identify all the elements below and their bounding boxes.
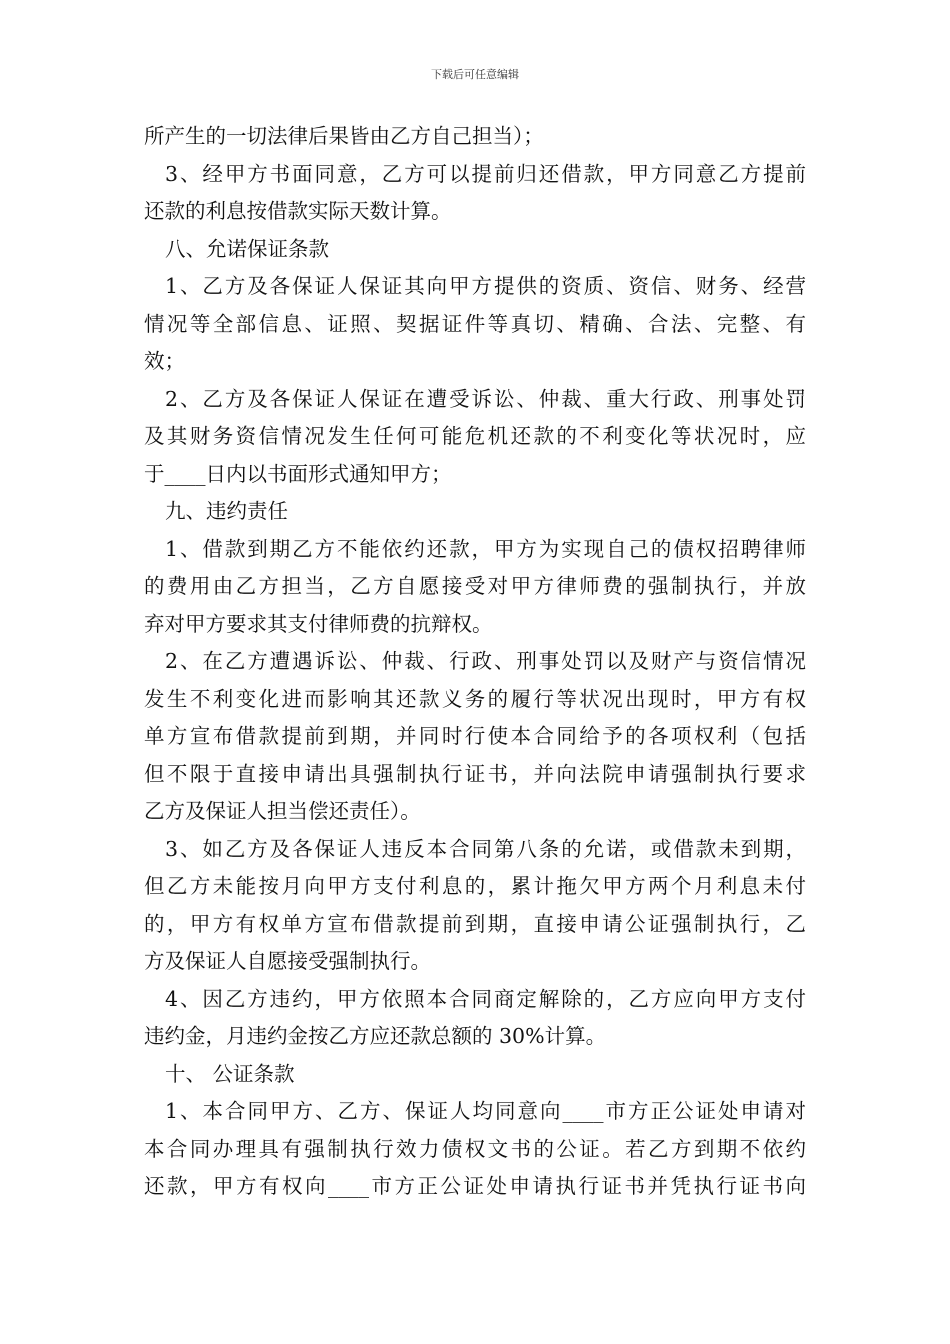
text-line: 于____日内以书面形式通知甲方； bbox=[144, 461, 452, 486]
text-line: 发生不利变化进而影响其还款义务的履行等状况出现时，甲方有权 bbox=[144, 686, 806, 711]
text-line: 3、经甲方书面同意，乙方可以提前归还借款，甲方同意乙方提前 bbox=[165, 161, 806, 186]
text-line: 乙方及保证人担当偿还责任）。 bbox=[144, 799, 421, 823]
text-line: 4、因乙方违约，甲方依照本合同商定解除的，乙方应向甲方支付 bbox=[165, 986, 806, 1011]
text-line: 3、如乙方及各保证人违反本合同第八条的允诺，或借款未到期， bbox=[165, 836, 806, 861]
text-line: 但不限于直接申请出具强制执行证书，并向法院申请强制执行要求 bbox=[144, 761, 806, 786]
text-line: 1、借款到期乙方不能依约还款，甲方为实现自己的债权招聘律师 bbox=[165, 536, 806, 561]
text-line: 情况等全部信息、证照、契据证件等真切、精确、合法、完整、有 bbox=[144, 311, 806, 336]
document-body bbox=[144, 118, 806, 1206]
text-line: 但乙方未能按月向甲方支付利息的，累计拖欠甲方两个月利息未付 bbox=[144, 874, 806, 898]
text-line: 八、允诺保证条款 bbox=[165, 236, 329, 261]
text-line: 及其财务资信情况发生任何可能危机还款的不利变化等状况时，应 bbox=[144, 424, 806, 448]
text-line: 九、违约责任 bbox=[165, 499, 288, 523]
text-line: 2、乙方及各保证人保证在遭受诉讼、仲裁、重大行政、刑事处罚 bbox=[165, 386, 806, 411]
text-line: 2、在乙方遭遇诉讼、仲裁、行政、刑事处罚以及财产与资信情况 bbox=[165, 649, 806, 673]
text-line: 单方宣布借款提前到期，并同时行使本合同给予的各项权利（包括 bbox=[144, 724, 806, 748]
header-note: 下载后可任意编辑 bbox=[431, 68, 519, 81]
text-line: 还款，甲方有权向____市方正公证处申请执行证书并凭执行证书向 bbox=[144, 1174, 806, 1198]
text-line: 违约金，月违约金按乙方应还款总额的 30%计算。 bbox=[144, 1024, 607, 1048]
text-line: 1、本合同甲方、乙方、保证人均同意向____市方正公证处申请对 bbox=[165, 1099, 806, 1123]
text-line: 的费用由乙方担当，乙方自愿接受对甲方律师费的强制执行，并放 bbox=[144, 574, 806, 598]
text-line: 效； bbox=[144, 349, 185, 373]
text-line: 所产生的一切法律后果皆由乙方自己担当）； bbox=[144, 124, 544, 148]
text-line: 的，甲方有权单方宣布借款提前到期，直接申请公证强制执行，乙 bbox=[144, 911, 806, 936]
text-line: 弃对甲方要求其支付律师费的抗辩权。 bbox=[144, 611, 493, 636]
text-line: 十、 公证条款 bbox=[165, 1061, 295, 1086]
text-line: 1、乙方及各保证人保证其向甲方提供的资质、资信、财务、经营 bbox=[165, 274, 806, 298]
text-line: 方及保证人自愿接受强制执行。 bbox=[144, 949, 431, 973]
text-line: 还款的利息按借款实际天数计算。 bbox=[144, 199, 452, 223]
text-line: 本合同办理具有强制执行效力债权文书的公证。若乙方到期不依约 bbox=[144, 1136, 806, 1161]
